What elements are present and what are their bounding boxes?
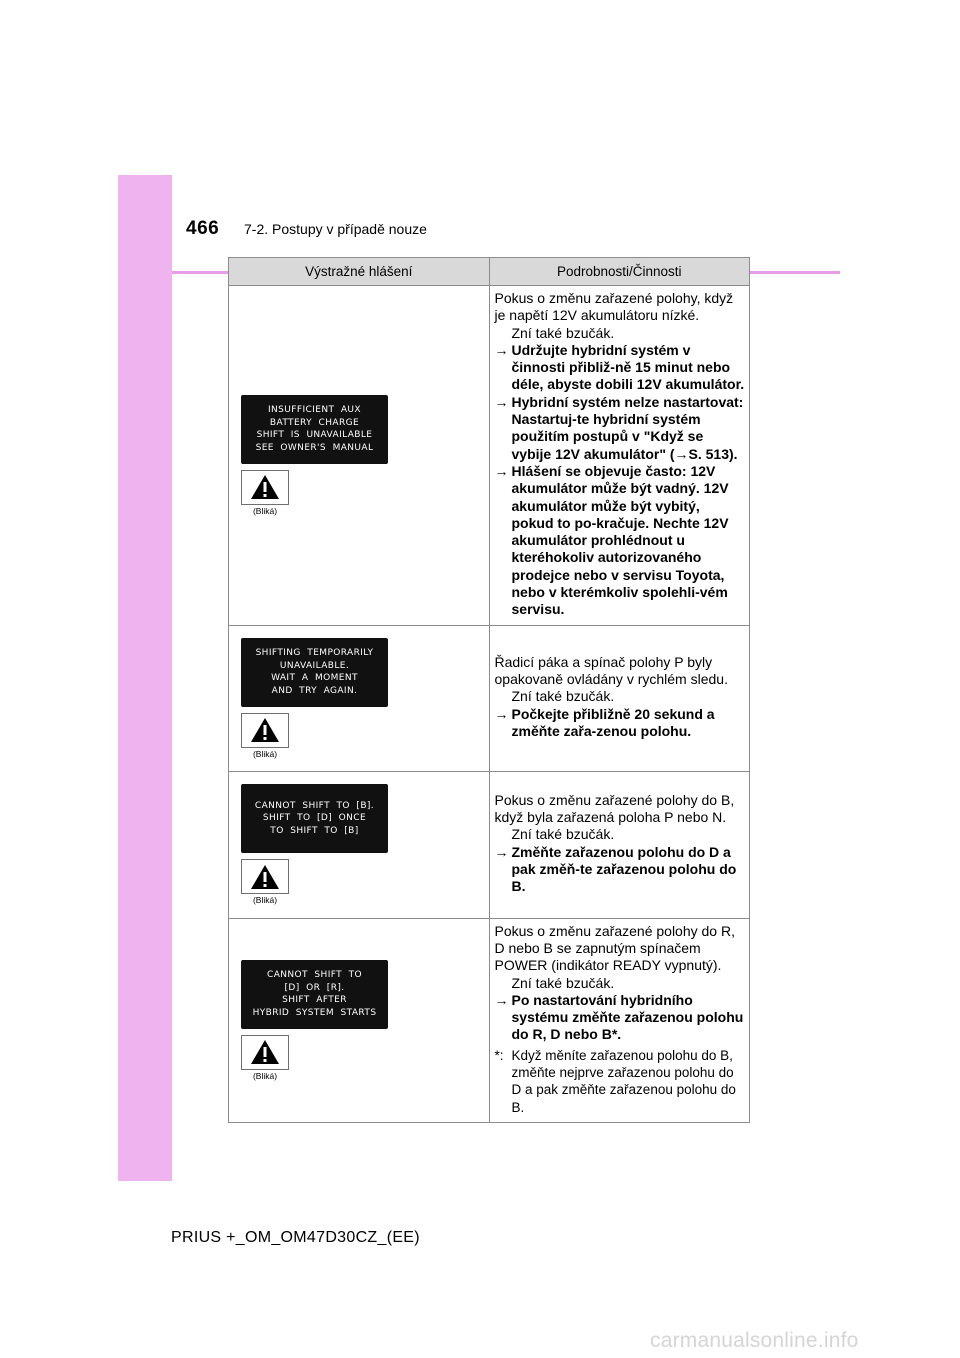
flash-label: (Bliká) <box>252 505 278 516</box>
display-message-text: SHIFTING TEMPORARILY UNAVAILABLE. WAIT A MOMENT AND TRY AGAIN. <box>255 648 374 696</box>
warning-triangle-icon <box>250 864 280 890</box>
flash-label: (Bliká) <box>252 748 278 759</box>
display-message <box>241 395 388 464</box>
warning-messages-table <box>228 257 750 1123</box>
action-text: Po nastartování hybridního systému změňte zařazenou polohu do R, D nebo B*. <box>511 991 744 1043</box>
action-item <box>495 394 746 463</box>
action-text: Hlášení se objevuje často: 12V akumulátor může být vadný. 12V akumulátor může být vybitý, pokud to po-kračuje. Nechte 12V akumulátor prohlédnout u kteréhokoliv autorizovaného prodejce nebo v servisu Toyota, nebo v kterémkoliv spolehli-vém servisu. <box>511 462 729 618</box>
detail-intro: Pokus o změnu zařazené polohy do R, D nebo B se zapnutým spínačem POWER (indikátor READY vypnutý). <box>494 922 735 974</box>
table-header-row <box>229 258 750 286</box>
buzzer-note: Zní také bzučák. <box>511 688 615 705</box>
warning-triangle-icon <box>250 1039 280 1065</box>
footnote-text: Když měníte zařazenou polohu do B, změňte nejprve zařazenou polohu do D a pak změňte zařazenou polohu do B. <box>511 1047 736 1115</box>
warning-light <box>241 713 289 748</box>
flash-label: (Bliká) <box>252 1070 278 1081</box>
footnote <box>495 1047 746 1116</box>
action-item <box>495 706 746 741</box>
arrow-icon: → <box>494 705 509 722</box>
flash-label: (Bliká) <box>252 895 278 906</box>
action-text: Udržujte hybridní systém v činnosti přibliž-ně 15 minut nebo déle, abyste dobili 12V akumulátor. <box>511 341 745 393</box>
display-message-text: INSUFFICIENT AUX BATTERY CHARGE SHIFT IS UNAVAILABLE SEE OWNER'S MANUAL <box>255 405 374 453</box>
warning-light <box>241 859 289 894</box>
document-id: PRIUS +_OM_OM47D30CZ_(EE) <box>171 1229 420 1246</box>
column-header-details: Podrobnosti/Činnosti <box>489 258 750 286</box>
column-header-message: Výstražné hlášení <box>229 258 490 286</box>
details-cell <box>489 918 750 1122</box>
message-cell <box>229 625 490 771</box>
arrow-icon: → <box>494 393 509 410</box>
table-row <box>229 918 750 1122</box>
warning-triangle-icon <box>250 474 280 500</box>
warning-light <box>241 470 289 505</box>
buzzer-note: Zní také bzučák. <box>511 974 615 991</box>
table-row <box>229 625 750 771</box>
action-item <box>495 992 746 1044</box>
detail-intro: Pokus o změnu zařazené polohy, když je napětí 12V akumulátoru nízké. <box>494 290 734 324</box>
details-cell <box>489 286 750 626</box>
action-item <box>495 342 746 394</box>
buzzer-note: Zní také bzučák. <box>511 826 615 843</box>
detail-intro: Řadicí páka a spínač polohy P byly opakovaně ovládány v rychlém sledu. <box>494 653 728 688</box>
table-row <box>229 286 750 626</box>
display-message <box>241 638 388 707</box>
table-row <box>229 771 750 918</box>
action-text: Počkejte přibližně 20 sekund a změňte zařa-zenou polohu. <box>511 705 715 740</box>
watermark: carmanualsonline.info <box>650 1329 859 1352</box>
arrow-icon: → <box>494 341 509 358</box>
action-text: Hybridní systém nelze nastartovat: Nastartuj-te hybridní systém použitím postupů v "Když se vybije 12V akumulátor" (→S. 513). <box>511 393 744 462</box>
display-message <box>241 960 388 1029</box>
arrow-icon: → <box>494 843 509 860</box>
details-cell <box>489 625 750 771</box>
warning-light <box>241 1035 289 1070</box>
message-cell <box>229 771 490 918</box>
arrow-icon: → <box>494 462 509 479</box>
message-cell <box>229 286 490 626</box>
details-cell <box>489 771 750 918</box>
display-message-text: CANNOT SHIFT TO [B]. SHIFT TO [D] ONCE TO SHIFT TO [B] <box>254 800 375 836</box>
display-message <box>241 784 388 853</box>
side-color-strip <box>118 175 172 1181</box>
section-title: 7-2. Postupy v případě nouze <box>244 221 427 237</box>
arrow-icon: → <box>494 991 509 1008</box>
warning-triangle-icon <box>250 717 280 743</box>
footnote-mark: *: <box>494 1047 504 1063</box>
display-message-text: CANNOT SHIFT TO [D] OR [R]. SHIFT AFTER HYBRID SYSTEM STARTS <box>252 970 377 1018</box>
action-item <box>495 844 746 896</box>
page-number: 466 <box>186 218 220 239</box>
message-cell <box>229 918 490 1122</box>
buzzer-note: Zní také bzučák. <box>511 324 615 341</box>
action-item <box>495 463 746 619</box>
action-text: Změňte zařazenou polohu do D a pak změň-te zařazenou polohu do B. <box>511 843 737 895</box>
detail-intro: Pokus o změnu zařazené polohy do B, když byla zařazená poloha P nebo N. <box>494 791 735 826</box>
